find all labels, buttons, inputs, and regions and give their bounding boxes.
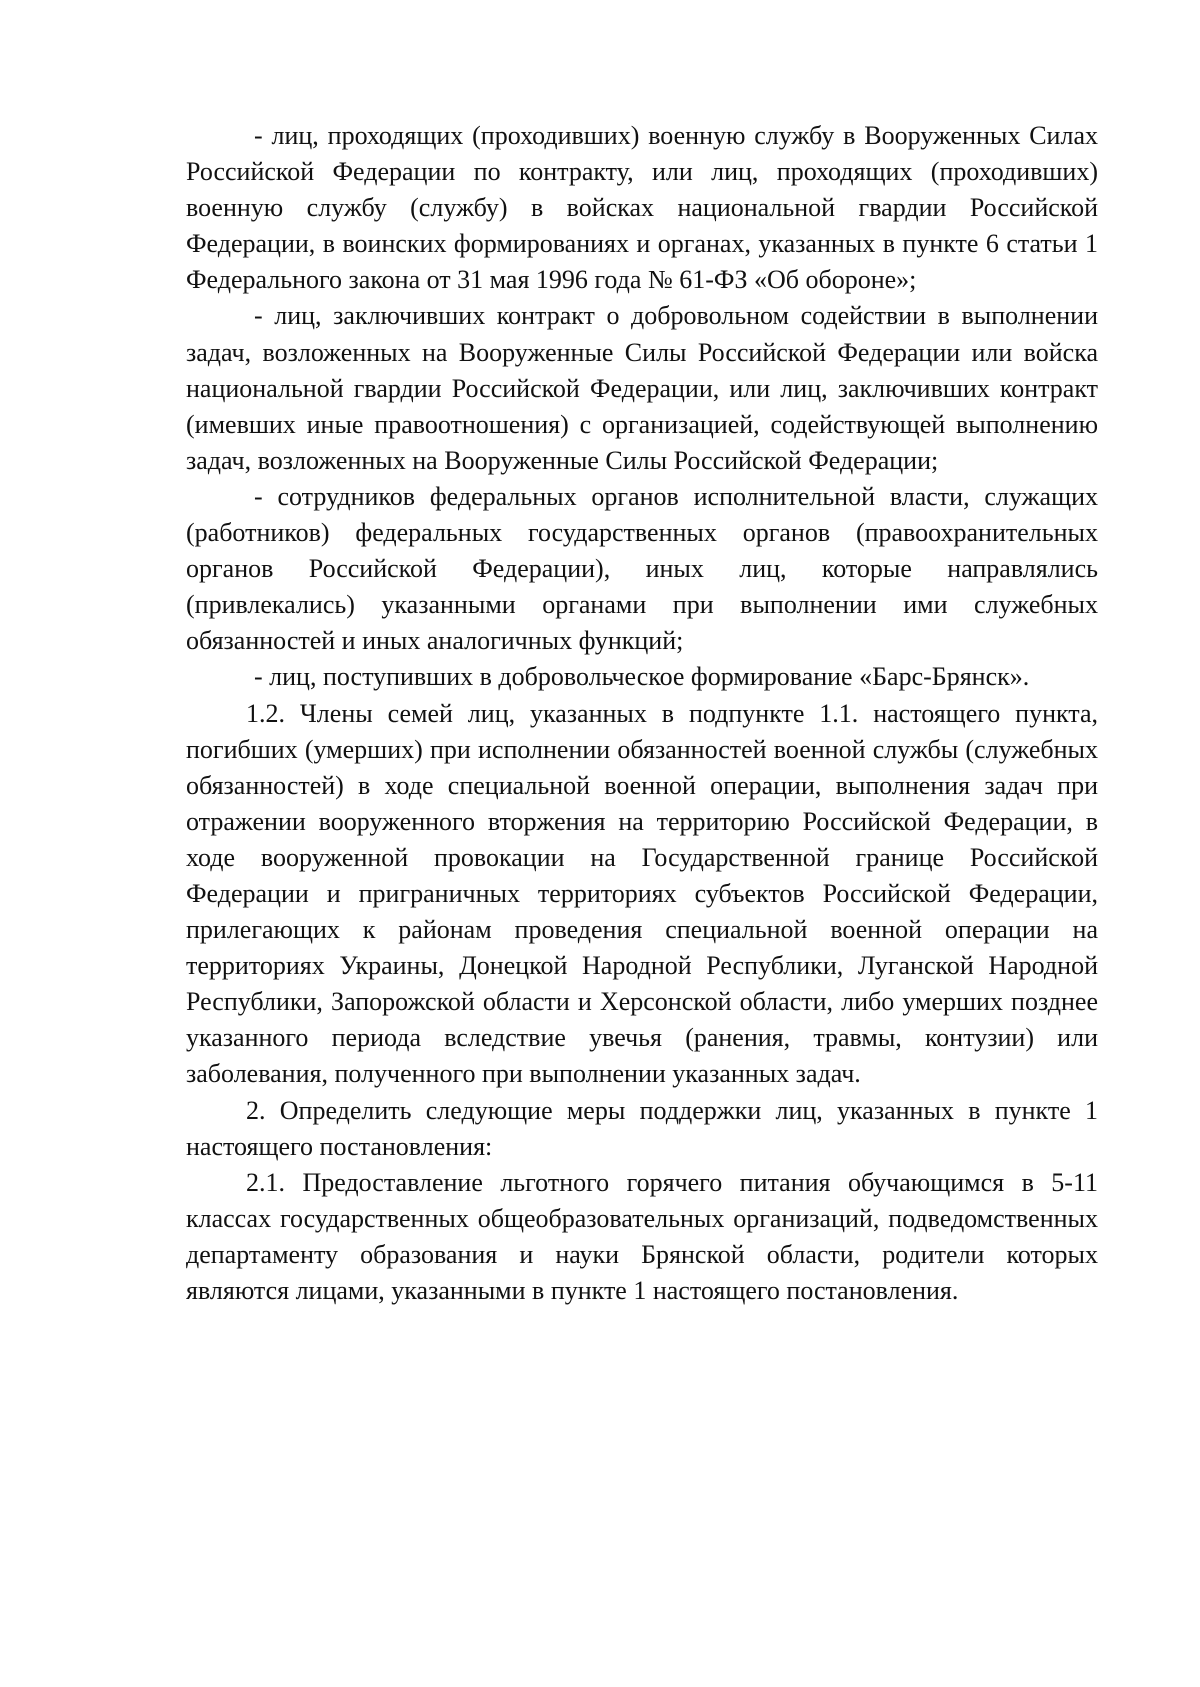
paragraph-volunteer-formation: - лиц, поступивших в добровольческое формирование «Барс-Брянск». bbox=[254, 662, 1030, 692]
paragraph-military-contract: - лиц, проходящих (проходивших) военную службу в Вооруженных Силах Российской Федерации по контракту, или лиц, проходящих (проходивших) военную службу (службу) в войсках национальной гвардии Российской Федерации, в воинских формированиях и органах, указанных в пункте 6 статьи 1 Федерального закона от 31 мая 1996 года № 61-ФЗ «Об обороне»; bbox=[186, 121, 1098, 295]
paragraph-2-1-hot-meals: 2.1. Предоставление льготного горячего питания обучающимся в 5-11 классах государственных общеобразовательных организаций, подведомственных департаменту образования и науки Брянской области, родители которых являются лицами, указанными в пункте 1 настоящего постановления. bbox=[186, 1167, 1098, 1305]
paragraph-1-2-family-members: 1.2. Члены семей лиц, указанных в подпункте 1.1. настоящего пункта, погибших (умерших) при исполнении обязанностей военной службы (служебных обязанностей) в ходе специальной военной операции, выполнения задач при отражении вооруженного вторжения на территорию Российской Федерации, в ходе вооруженной провокации на Государственной границе Российской Федерации и приграничных территориях субъектов Российской Федерации, прилегающих к районам проведения специальной военной операции на территориях Украины, Донецкой Народной Республики, Луганской Народной Республики, Запорожской области и Херсонской области, либо умерших позднее указанного периода вследствие увечья (ранения, травмы, контузии) или заболевания, полученного при выполнении указанных задач. bbox=[186, 698, 1098, 1089]
document-body bbox=[186, 118, 1098, 1309]
paragraph-federal-employees: - сотрудников федеральных органов исполнительной власти, служащих (работников) федеральных государственных органов (правоохранительных органов Российской Федерации), иных лиц, которые направлялись (привлекались) указанными органами при выполнении ими служебных обязанностей и иных аналогичных функций; bbox=[186, 481, 1098, 656]
paragraph-volunteer-contract: - лиц, заключивших контракт о добровольном содействии в выполнении задач, возложенных на Вооруженные Силы Российской Федерации или войска национальной гвардии Российской Федерации, или лиц, заключивших контракт (имевших иные правоотношения) с организацией, содействующей выполнению задач, возложенных на Вооруженные Силы Российской Федерации; bbox=[186, 301, 1098, 475]
paragraph-2-support-measures: 2. Определить следующие меры поддержки лиц, указанных в пункте 1 настоящего постановления: bbox=[186, 1095, 1098, 1161]
